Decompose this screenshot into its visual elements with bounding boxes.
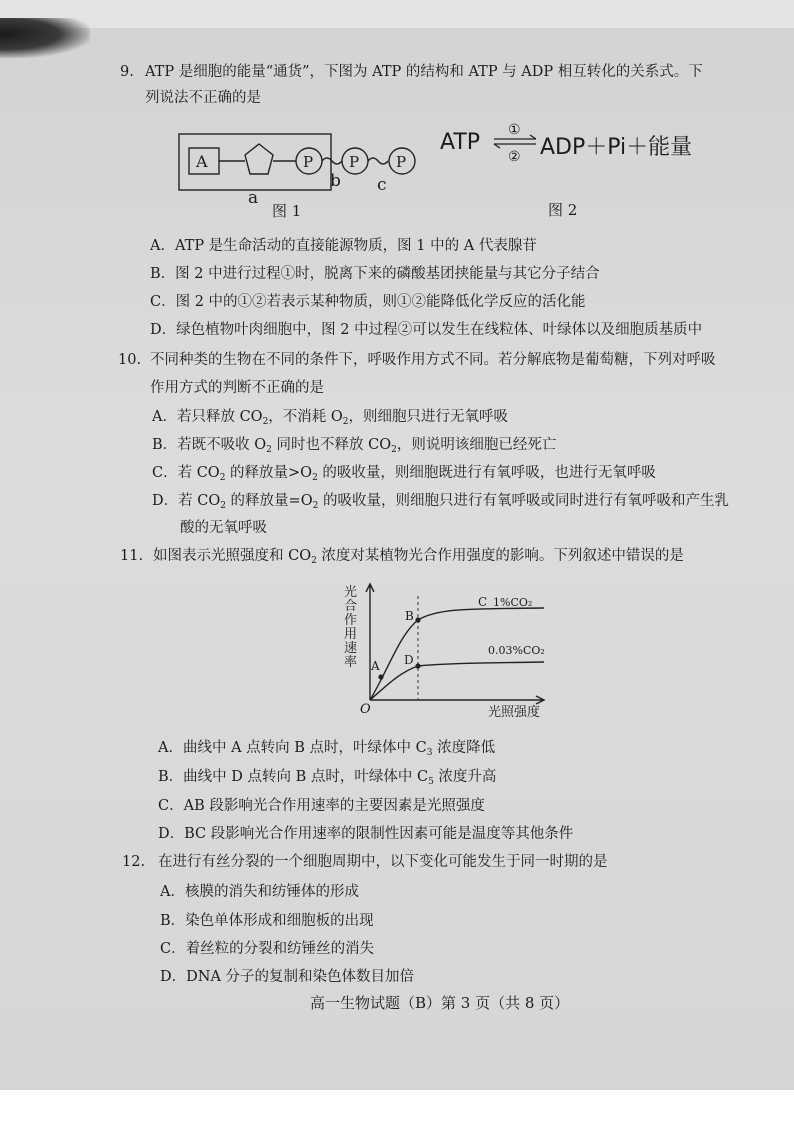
- q9-option-c: C．图 2 中的①②若表示某种物质，则①②能降低化学反应的活化能: [150, 294, 586, 310]
- q12-option-b: B．染色单体形成和细胞板的出现: [160, 913, 374, 929]
- atp-equation: [440, 130, 480, 155]
- q9-number: 9.: [120, 64, 134, 80]
- phosphate-1-label: P: [303, 153, 314, 171]
- ylabel-char-2: 合: [344, 599, 358, 614]
- label-c: c: [377, 175, 387, 195]
- q9-stem-line1: ATP 是细胞的能量“通货”，下图为 ATP 的结构和 ATP 与 ADP 相互转化的关系式。下: [145, 64, 703, 80]
- point-c-label: C: [478, 595, 488, 609]
- figure2-caption: 图 2: [548, 201, 578, 219]
- point-b: [415, 617, 420, 622]
- q9-stem-line2: 列说法不正确的是: [145, 90, 261, 106]
- phosphate-2-label: P: [349, 153, 360, 171]
- q10-stem-line2: 作用方式的判断不正确的是: [150, 380, 324, 396]
- ylabel-char-6: 率: [344, 655, 358, 670]
- ribose-pentagon: [245, 144, 273, 174]
- q11-option-c: C．AB 段影响光合作用速率的主要因素是光照强度: [158, 798, 485, 814]
- photo-shadow: [0, 18, 90, 58]
- point-d-label: D: [404, 653, 414, 667]
- q9-option-b: B．图 2 中进行过程①时，脱离下来的磷酸基团挟能量与其它分子结合: [150, 266, 600, 282]
- point-a: [378, 674, 383, 679]
- adenine-label: A: [196, 152, 208, 171]
- curve-003pct-co2: [370, 662, 544, 700]
- label-a: a: [248, 188, 259, 208]
- point-d: [415, 663, 420, 668]
- arrow-label-2: ②: [508, 149, 521, 165]
- eq-products: ADP＋Pi＋能量: [540, 135, 693, 160]
- ylabel-char-3: 作: [344, 613, 358, 628]
- photosynthesis-graph: [338, 578, 558, 728]
- q12-option-d: D．DNA 分子的复制和染色体数目加倍: [160, 969, 415, 985]
- q11-option-a: A．曲线中 A 点转向 B 点时，叶绿体中 $C_3$ 浓度降低: [158, 740, 496, 758]
- atp-structure-figure: [175, 128, 435, 228]
- q9-option-a: A．ATP 是生命活动的直接能源物质，图 1 中的 A 代表腺苷: [150, 238, 537, 254]
- q11-number: 11.: [120, 548, 144, 564]
- q9-option-d: D．绿色植物叶肉细胞中，图 2 中过程②可以发生在线粒体、叶绿体以及细胞质基质中: [150, 322, 703, 338]
- q10-option-d-cont: 酸的无氧呼吸: [180, 520, 267, 536]
- eq-atp: ATP: [440, 130, 481, 155]
- phosphate-3-label: P: [396, 153, 407, 171]
- q10-option-a: A．若只释放 $CO_2$，不消耗 $O_2$，则细胞只进行无氧呼吸: [152, 409, 509, 427]
- arrow-label-1: ①: [508, 122, 521, 138]
- point-b-label: B: [405, 609, 414, 623]
- high-energy-bond-b: [322, 158, 342, 164]
- q12-stem: 在进行有丝分裂的一个细胞周期中，以下变化可能发生于同一时期的是: [158, 854, 608, 870]
- reversible-arrow: [490, 118, 540, 166]
- origin-label: O: [360, 702, 371, 717]
- q10-option-b: B．若既不吸收 $O_2$ 同时也不释放 $CO_2$，则说明该细胞已经死亡: [152, 437, 557, 455]
- q12-option-a: A．核膜的消失和纺锤体的形成: [160, 884, 359, 900]
- q12-number: 12.: [122, 854, 146, 870]
- xlabel: 光照强度: [488, 705, 541, 720]
- figure1-caption: 图 1: [272, 202, 302, 220]
- page-footer: 高一生物试题（B）第 3 页（共 8 页）: [310, 994, 570, 1012]
- ylabel-char-5: 速: [344, 641, 358, 656]
- q12-option-c: C．着丝粒的分裂和纺锤丝的消失: [160, 941, 375, 957]
- q10-option-c: C．若 $CO_2$ 的释放量$>O_2$ 的吸收量，则细胞既进行有氧呼吸，也进行无氧呼吸: [152, 465, 656, 483]
- label-b: b: [330, 171, 341, 191]
- q10-stem-line1: 不同种类的生物在不同的条件下，呼吸作用方式不同。若分解底物是葡萄糖，下列对呼吸: [150, 352, 716, 368]
- ylabel-char-4: 用: [344, 627, 358, 642]
- point-a-label: A: [371, 659, 380, 673]
- q11-option-d: D．BC 段影响光合作用速率的限制性因素可能是温度等其他条件: [158, 826, 574, 842]
- q10-number: 10.: [118, 352, 142, 368]
- curve-high-label: 1%CO₂: [493, 596, 533, 609]
- high-energy-bond-c: [368, 158, 388, 164]
- q11-stem: 如图表示光照强度和 $CO_2$ 浓度对某植物光合作用强度的影响。下列叙述中错误的是: [153, 548, 684, 566]
- ylabel-char-1: 光: [344, 585, 358, 600]
- curve-low-label: 0.03%CO₂: [488, 644, 545, 657]
- q10-option-d: D．若 $CO_2$ 的释放量$=O_2$ 的吸收量，则细胞只进行有氧呼吸或同时进行有氧呼吸和产生乳: [152, 493, 729, 511]
- q11-option-b: B．曲线中 D 点转向 B 点时，叶绿体中 $C_5$ 浓度升高: [158, 769, 497, 787]
- bottom-margin: [0, 1090, 794, 1122]
